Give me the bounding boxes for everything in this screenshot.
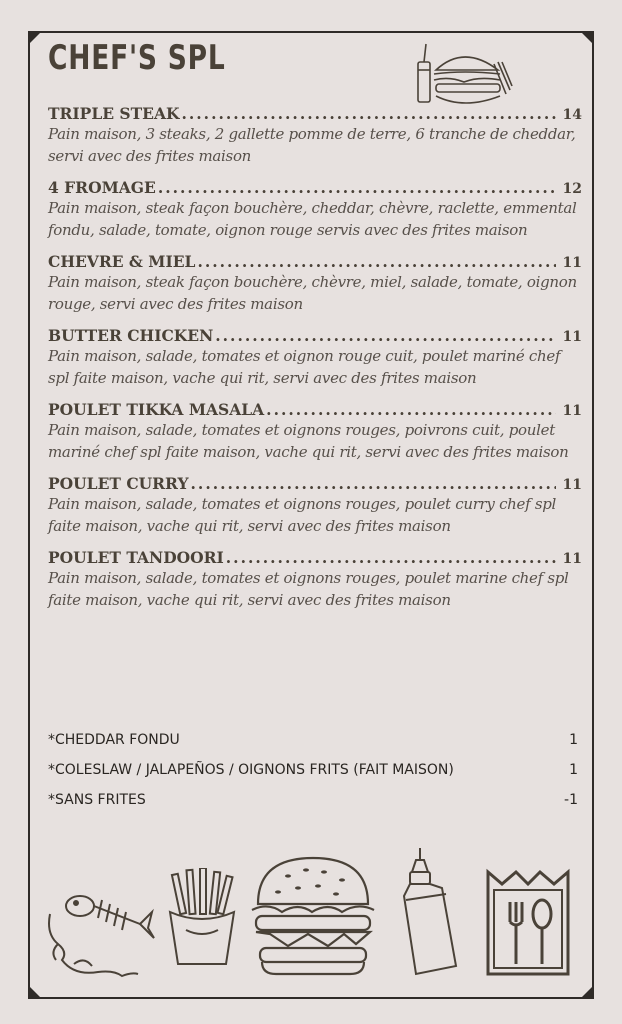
item-price: 11 xyxy=(562,329,582,345)
item-name: CHEVRE & MIEL xyxy=(48,252,196,271)
extra-label: *COLESLAW / JALAPEÑOS / OIGNONS FRITS (FAIT MAISON) xyxy=(48,762,454,778)
menu-item xyxy=(48,252,582,315)
item-name: TRIPLE STEAK xyxy=(48,104,180,123)
burger-icon xyxy=(248,852,378,978)
menu-item xyxy=(48,326,582,389)
extra-item xyxy=(48,762,578,792)
item-name: POULET CURRY xyxy=(48,474,189,493)
item-name: POULET TIKKA MASALA xyxy=(48,400,265,419)
extras-list xyxy=(48,732,578,822)
menu-item xyxy=(48,178,582,241)
item-description: Pain maison, 3 steaks, 2 gallette pomme de terre, 6 tranche de cheddar, servi avec des frites maison xyxy=(48,125,576,165)
item-description: Pain maison, salade, tomates et oignon rouge cuit, poulet mariné chef spl faite maison, vache qui rit, servi avec des frites maison xyxy=(48,347,561,387)
item-description: Pain maison, steak façon bouchère, chèvre, miel, salade, tomate, oignon rouge, servi avec des frites maison xyxy=(48,273,577,313)
item-price: 11 xyxy=(562,255,582,271)
frame-corner xyxy=(580,985,594,999)
dot-leader xyxy=(158,178,556,197)
menu-item xyxy=(48,104,582,167)
fries-icon xyxy=(164,868,240,968)
frame-corner xyxy=(28,31,42,45)
dot-leader xyxy=(226,548,556,567)
page-title: CHEF'S SPL xyxy=(48,38,226,78)
extra-price: -1 xyxy=(564,792,578,808)
dot-leader xyxy=(215,326,556,345)
menu-items xyxy=(48,104,582,622)
item-price: 11 xyxy=(562,551,582,567)
extra-price: 1 xyxy=(569,762,578,778)
item-price: 14 xyxy=(562,107,582,123)
sauce-bottle-icon xyxy=(398,846,464,978)
menu-item xyxy=(48,548,582,611)
frame-corner xyxy=(28,985,42,999)
cutlery-bag-icon xyxy=(482,866,574,980)
item-description: Pain maison, salade, tomates et oignons rouges, poulet curry chef spl faite maison, vache qui rit, servi avec des frites maison xyxy=(48,495,557,535)
menu-item xyxy=(48,400,582,463)
extra-item xyxy=(48,792,578,822)
dot-leader xyxy=(181,104,556,123)
extra-label: *SANS FRITES xyxy=(48,792,146,808)
item-name: 4 FROMAGE xyxy=(48,178,156,197)
item-price: 12 xyxy=(562,181,582,197)
item-description: Pain maison, salade, tomates et oignons rouges, poulet marine chef spl faite maison, vache qui rit, servi avec des frites maison xyxy=(48,569,569,609)
menu-item xyxy=(48,474,582,537)
extra-item xyxy=(48,732,578,762)
item-description: Pain maison, salade, tomates et oignons rouges, poivrons cuit, poulet mariné chef spl faite maison, vache qui rit, servi avec des frites maison xyxy=(48,421,569,461)
dot-leader xyxy=(266,400,556,419)
dot-leader xyxy=(197,252,556,271)
fish-bone-icon xyxy=(44,880,156,980)
item-price: 11 xyxy=(562,477,582,493)
burger-drink-icon xyxy=(414,40,514,112)
item-name: POULET TANDOORI xyxy=(48,548,224,567)
dot-leader xyxy=(191,474,556,493)
frame-corner xyxy=(580,31,594,45)
item-description: Pain maison, steak façon bouchère, cheddar, chèvre, raclette, emmental fondu, salade, tomate, oignon rouge servis avec des frites maison xyxy=(48,199,577,239)
item-name: BUTTER CHICKEN xyxy=(48,326,214,345)
extra-price: 1 xyxy=(569,732,578,748)
item-price: 11 xyxy=(562,403,582,419)
extra-label: *CHEDDAR FONDU xyxy=(48,732,180,748)
